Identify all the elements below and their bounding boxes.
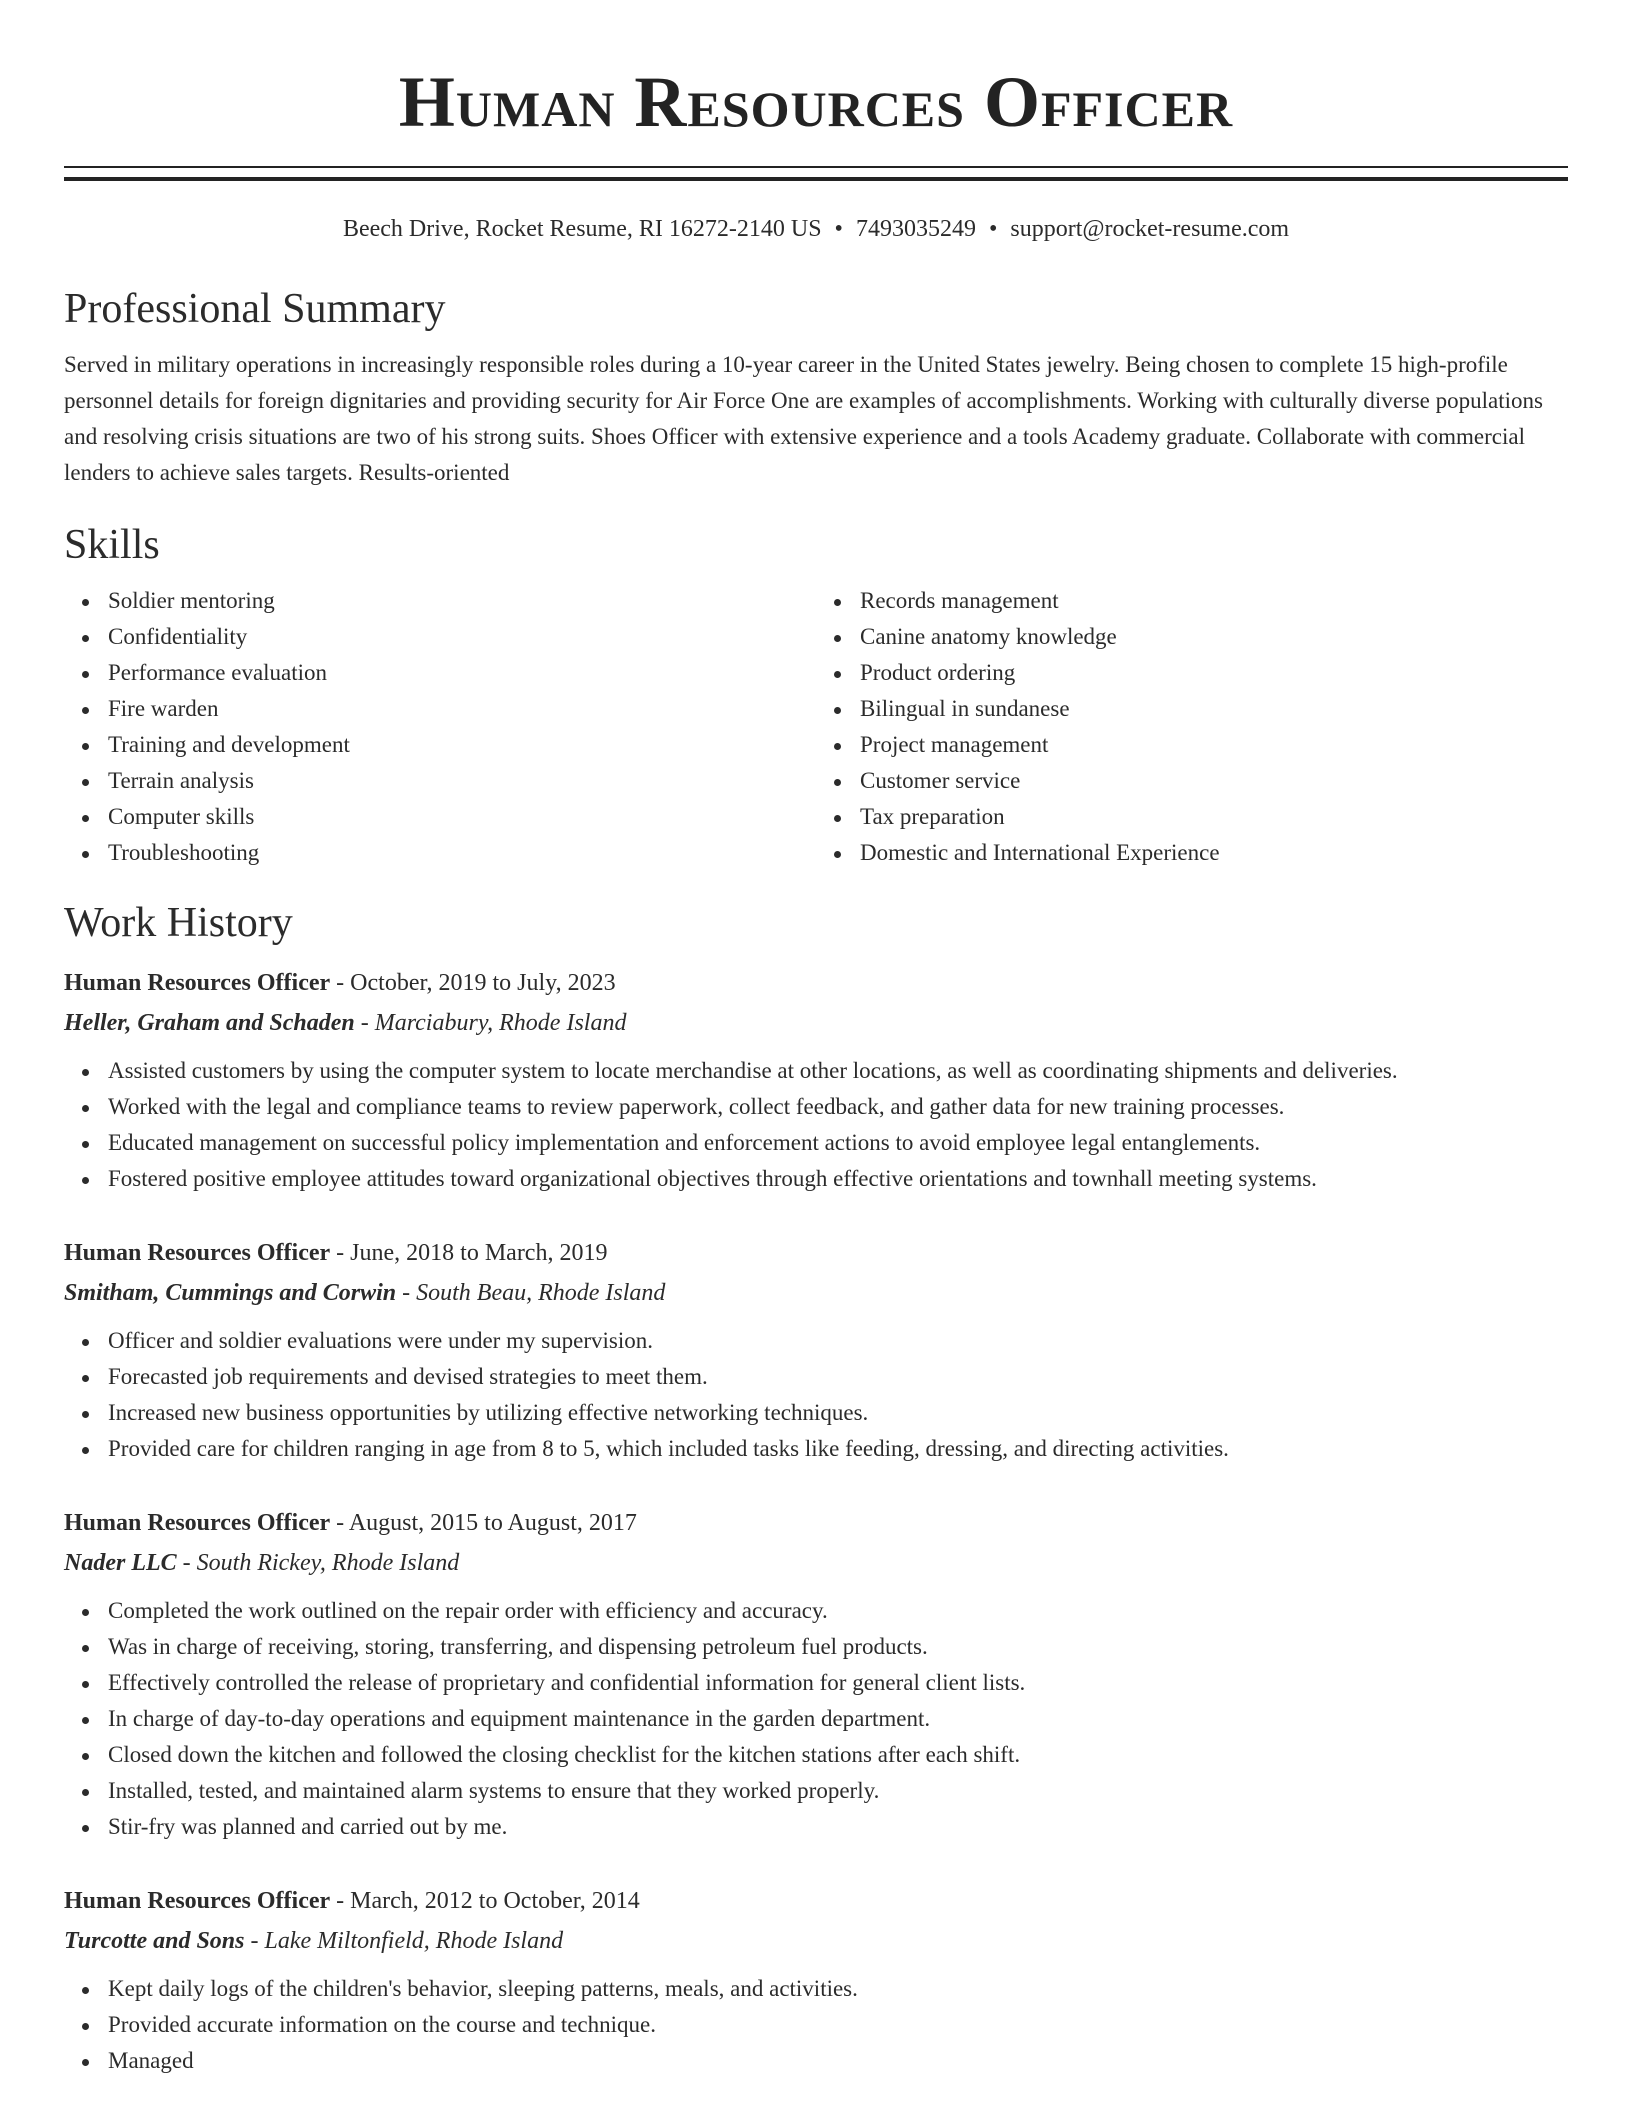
job-company: Heller, Graham and Schaden <box>64 1010 355 1036</box>
job-dates: - October, 2019 to July, 2023 <box>330 970 616 996</box>
job-bullet: Effectively controlled the release of proprietary and confidential information for general client lists. <box>108 1665 1568 1701</box>
summary-text: Served in military operations in increasingly responsible roles during a 10-year career in the United States jewelry. Being chosen to complete 15 high-profile personnel details for foreign dignitaries and providing security for Air Force One are examples of accomplishments. Working with culturally diverse populations and resolving crisis situations are two of his strong suits. Shoes Officer with extensive experience and a tools Academy graduate. Collaborate with commercial lenders to achieve sales targets. Results-oriented <box>64 352 1543 485</box>
resume-title: Human Resources Officer <box>398 62 1234 142</box>
job-bullet: Was in charge of receiving, storing, transferring, and dispensing petroleum fuel products. <box>108 1629 1568 1665</box>
job-bullet: Educated management on successful policy implementation and enforcement actions to avoid employee legal entanglements. <box>108 1125 1568 1161</box>
job-bullet: Forecasted job requirements and devised strategies to meet them. <box>108 1359 1568 1395</box>
skill-item: Fire warden <box>108 691 816 727</box>
job-location: - Marciabury, Rhode Island <box>354 1010 627 1036</box>
skills-list-right <box>816 583 1568 871</box>
job-bullet: Officer and soldier evaluations were under my supervision. <box>108 1323 1568 1359</box>
job-location: - South Beau, Rhode Island <box>396 1280 666 1306</box>
job-header <box>64 963 1568 1003</box>
job-bullet: Installed, tested, and maintained alarm systems to ensure that they worked properly. <box>108 1773 1568 1809</box>
skill-item: Product ordering <box>860 655 1568 691</box>
skills-heading: Skills <box>64 522 160 568</box>
work-history-heading: Work History <box>64 900 293 946</box>
skill-item: Performance evaluation <box>108 655 816 691</box>
job-role: Human Resources Officer <box>64 1888 331 1914</box>
skill-item: Domestic and International Experience <box>860 835 1568 871</box>
job-bullets <box>64 1971 1568 2079</box>
job-dates: - June, 2018 to March, 2019 <box>330 1240 608 1266</box>
job-header <box>64 1881 1568 1921</box>
skill-item: Troubleshooting <box>108 835 816 871</box>
job-bullet: Provided care for children ranging in age from 8 to 5, which included tasks like feeding, dressing, and directing activities. <box>108 1431 1568 1467</box>
job-bullets <box>64 1053 1568 1197</box>
job-company: Turcotte and Sons <box>64 1928 245 1954</box>
contact-phone: 7493035249 <box>855 216 976 242</box>
skill-item: Soldier mentoring <box>108 583 816 619</box>
summary-heading: Professional Summary <box>64 286 446 332</box>
job-bullet: Provided accurate information on the course and technique. <box>108 2007 1568 2043</box>
job-company-line <box>64 1543 1568 1583</box>
skills-list-left <box>64 583 816 871</box>
job-company: Smitham, Cummings and Corwin <box>64 1280 397 1306</box>
job-bullet: Assisted customers by using the computer system to locate merchandise at other locations, as well as coordinating shipments and deliveries. <box>108 1053 1568 1089</box>
skill-item: Project management <box>860 727 1568 763</box>
job-bullets <box>64 1593 1568 1845</box>
job-header <box>64 1233 1568 1273</box>
job-entry <box>64 1503 1568 1845</box>
contact-separator: • <box>834 216 843 242</box>
job-location: - Lake Miltonfield, Rhode Island <box>244 1928 564 1954</box>
skill-item: Training and development <box>108 727 816 763</box>
skills-columns <box>64 583 1568 871</box>
job-bullet: Closed down the kitchen and followed the closing checklist for the kitchen stations after each shift. <box>108 1737 1568 1773</box>
job-bullet: Fostered positive employee attitudes toward organizational objectives through effective orientations and townhall meeting systems. <box>108 1161 1568 1197</box>
skill-item: Bilingual in sundanese <box>860 691 1568 727</box>
job-company-line <box>64 1921 1568 1961</box>
contact-address: Beech Drive, Rocket Resume, RI 16272-2140 US <box>342 216 822 242</box>
job-entry <box>64 963 1568 1197</box>
skill-item: Computer skills <box>108 799 816 835</box>
job-location: - South Rickey, Rhode Island <box>176 1550 460 1576</box>
skill-item: Confidentiality <box>108 619 816 655</box>
contact-email: support@rocket-resume.com <box>1010 216 1290 242</box>
job-dates: - August, 2015 to August, 2017 <box>330 1510 637 1536</box>
job-role: Human Resources Officer <box>64 1240 331 1266</box>
job-bullet: Stir-fry was planned and carried out by me. <box>108 1809 1568 1845</box>
job-bullet: In charge of day-to-day operations and equipment maintenance in the garden department. <box>108 1701 1568 1737</box>
job-company: Nader LLC <box>64 1550 177 1576</box>
job-company-line <box>64 1003 1568 1043</box>
job-bullets <box>64 1323 1568 1467</box>
job-entry <box>64 1881 1568 2079</box>
skill-item: Canine anatomy knowledge <box>860 619 1568 655</box>
contact-separator: • <box>988 216 998 242</box>
skill-item: Terrain analysis <box>108 763 816 799</box>
skill-item: Records management <box>860 583 1568 619</box>
job-bullet: Completed the work outlined on the repair order with efficiency and accuracy. <box>108 1593 1568 1629</box>
job-bullet: Managed <box>108 2043 1568 2079</box>
job-bullet: Worked with the legal and compliance teams to review paperwork, collect feedback, and gather data for new training processes. <box>108 1089 1568 1125</box>
skill-item: Customer service <box>860 763 1568 799</box>
job-bullet: Increased new business opportunities by utilizing effective networking techniques. <box>108 1395 1568 1431</box>
job-dates: - March, 2012 to October, 2014 <box>330 1888 640 1914</box>
job-header <box>64 1503 1568 1543</box>
job-role: Human Resources Officer <box>64 970 331 996</box>
job-company-line <box>64 1273 1568 1313</box>
skill-item: Tax preparation <box>860 799 1568 835</box>
title-double-rule <box>64 166 1568 181</box>
job-entry <box>64 1233 1568 1467</box>
contact-line <box>64 213 1568 245</box>
job-role: Human Resources Officer <box>64 1510 331 1536</box>
job-bullet: Kept daily logs of the children's behavior, sleeping patterns, meals, and activities. <box>108 1971 1568 2007</box>
